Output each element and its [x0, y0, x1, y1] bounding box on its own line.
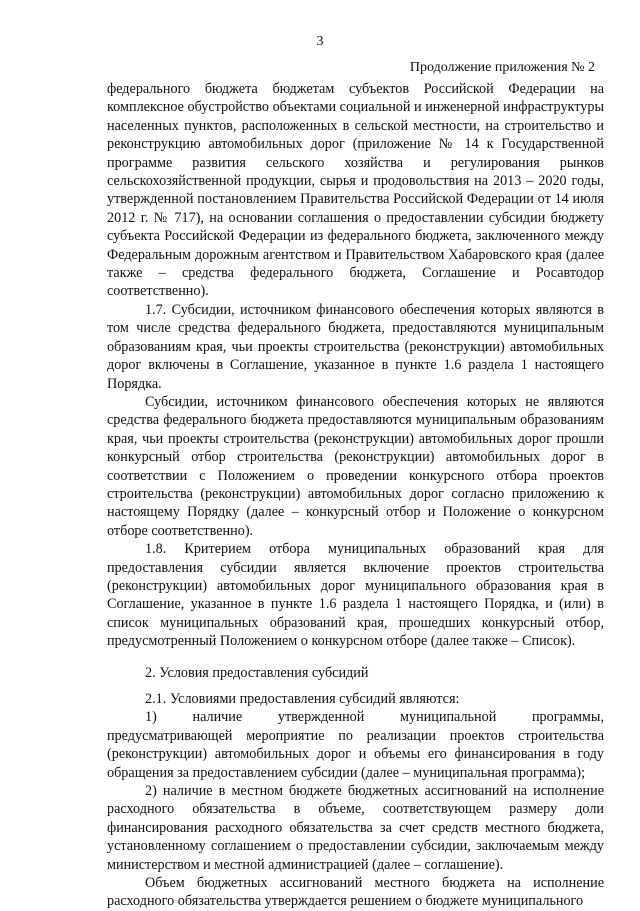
running-head: Продолжение приложения № 2	[409, 60, 595, 75]
paragraph-budget-volume: Объем бюджетных ассигнований местного бюджета на исполнение расходного обязательства утверждается решением о бюджете муниципального	[107, 875, 604, 910]
paragraph-2-1: 2.1. Условиями предоставления субсидий являются:	[145, 691, 460, 707]
page-number: 3	[316, 34, 324, 49]
paragraph-subsidies-non-federal: Субсидии, источником финансового обеспечения которых не являются средства федерального бюджета предоставляются муниципальным образованиям края, чьи проекты строительства (реконструкции) автомобильных дорог прошли конкурсный отбор строительства (реконструкции) автомобильных дорог в соответствии с Положением о проведении конкурсного отбора проектов строительства (реконструкции) автомобильных дорог согласно приложению к настоящему Порядку (далее – конкурсный отбор и Положение о конкурсном отборе соответственно).	[107, 393, 604, 539]
section-heading-2: 2. Условия предоставления субсидий	[145, 664, 369, 681]
paragraph-1-7: 1.7. Субсидии, источником финансового обеспечения которых являются в том числе средства федерального бюджета, предоставляются муниципальным образованиям края, чьи проекты строительства (реконструкции) автомобильных дорог включены в Соглашение, указанное в пункте 1.6 раздела 1 настоящего Порядка.	[107, 301, 604, 392]
paragraph-1-8: 1.8. Критерием отбора муниципальных образований края для предоставления субсидии является включение проектов строительства (реконструкции) автомобильных дорог муниципального образования края в Соглашение, указанное в пункте 1.6 раздела 1 настоящего Порядка, и (или) в список муниципальных образований края, прошедших конкурсный отбор, предусмотренный Положением о конкурсном отборе (далее также – Список).	[107, 541, 604, 650]
paragraph-condition-2: 2) наличие в местном бюджете бюджетных ассигнований на исполнение расходного обязательства в объеме, соответствующем размеру доли финансирования расходного обязательства за счет средств местного бюджета, установленному соглашением о предоставлении субсидии, заключаемым между министерством и местной администрацией (далее – соглашение).	[107, 783, 604, 873]
document-body	[107, 80, 604, 911]
paragraph-continuation: федерального бюджета бюджетам субъектов Российской Федерации на комплексное обустройство объектами социальной и инженерной инфраструктуры населенных пунктов, расположенных в сельской местности, на строительство и реконструкцию автомобильных дорог (приложение № 14 к Государственной программе развития сельского хозяйства и регулирования рынков сельскохозяйственной продукции, сырья и продовольствия на 2013 – 2020 годы, утвержденной постановлением Правительства Российской Федерации от 14 июля 2012 г. № 717), на основании соглашения о предоставлении субсидии бюджету субъекта Российской Федерации из федерального бюджета, заключенного между Федеральным дорожным агентством и Правительством Хабаровского края (далее также – средства федерального бюджета, Соглашение и Росавтодор соответственно).	[107, 81, 604, 300]
paragraph-condition-1: 1) наличие утвержденной муниципальной программы, предусматривающей мероприятие по реализации проектов строительства (реконструкции) автомобильных дорог и объемы его финансирования в году обращения за предоставлением субсидии (далее – муниципальная программа);	[107, 709, 604, 781]
